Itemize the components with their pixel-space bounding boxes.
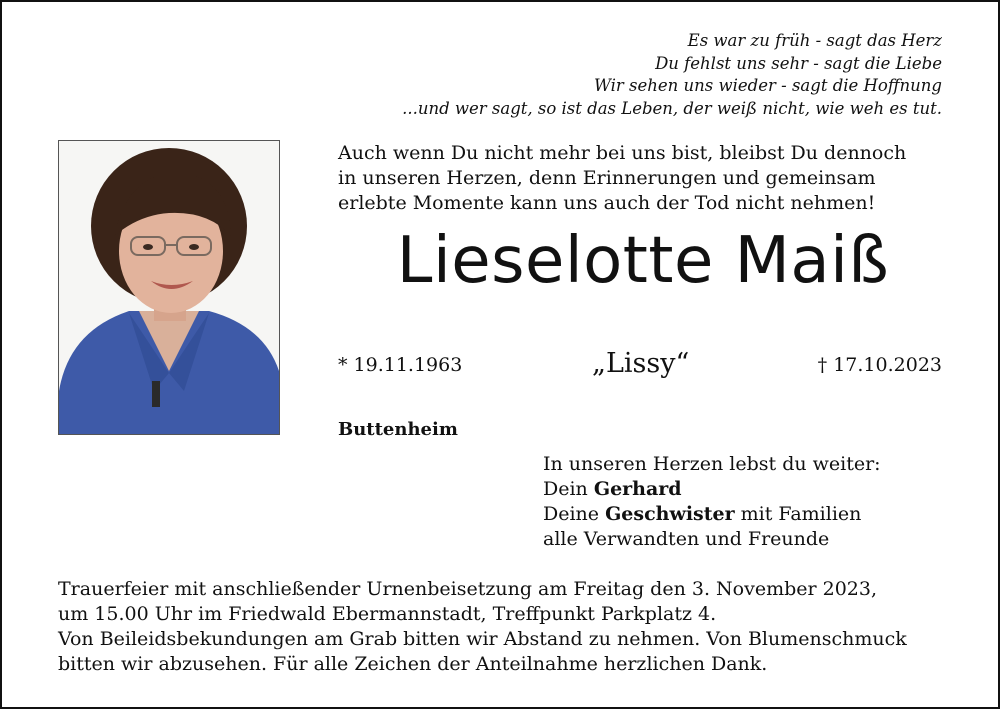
hometown: Buttenheim bbox=[338, 419, 458, 440]
poem-line: Du fehlst uns sehr - sagt die Liebe bbox=[655, 53, 942, 73]
mourners-line: In unseren Herzen lebst du weiter: bbox=[543, 453, 881, 475]
mourners-prefix: Dein bbox=[543, 478, 594, 500]
poem-line: Es war zu früh - sagt das Herz bbox=[687, 31, 942, 50]
funeral-notice bbox=[58, 577, 958, 677]
notice-line: bitten wir abzusehen. Für alle Zeichen der Anteilnahme herzlichen Dank. bbox=[58, 653, 768, 675]
mourners-list bbox=[543, 452, 881, 552]
mourners-line: alle Verwandten und Freunde bbox=[543, 528, 830, 550]
mourners-prefix: Deine bbox=[543, 503, 606, 525]
poem-line: Wir sehen uns wieder - sagt die Hoffnung bbox=[593, 76, 942, 95]
intro-line: erlebte Momente kann uns auch der Tod nicht nehmen! bbox=[338, 192, 876, 214]
mourners-line bbox=[543, 477, 881, 502]
nickname: „Lissy“ bbox=[592, 348, 690, 379]
intro-text bbox=[338, 141, 958, 216]
deceased-name: Lieselotte Maiß bbox=[396, 224, 890, 298]
birth-date: * 19.11.1963 bbox=[338, 354, 463, 376]
intro-line: Auch wenn Du nicht mehr bei uns bist, bleibst Du dennoch bbox=[338, 142, 907, 164]
poem bbox=[402, 30, 942, 120]
notice-line: Von Beileidsbekundungen am Grab bitten wir Abstand zu nehmen. Von Blumenschmuck bbox=[58, 628, 907, 650]
death-date: † 17.10.2023 bbox=[817, 354, 942, 376]
intro-line: in unseren Herzen, denn Erinnerungen und gemeinsam bbox=[338, 167, 876, 189]
notice-line: Trauerfeier mit anschließender Urnenbeisetzung am Freitag den 3. November 2023, bbox=[58, 578, 878, 600]
portrait-photo bbox=[58, 140, 280, 435]
mourners-line bbox=[543, 502, 881, 527]
mourner-name: Geschwister bbox=[605, 503, 735, 525]
mourner-name: Gerhard bbox=[593, 478, 682, 500]
notice-line: um 15.00 Uhr im Friedwald Ebermannstadt, Treffpunkt Parkplatz 4. bbox=[58, 603, 717, 625]
mourners-suffix: mit Familien bbox=[734, 503, 862, 525]
poem-line: ...und wer sagt, so ist das Leben, der weiß nicht, wie weh es tut. bbox=[402, 98, 942, 118]
